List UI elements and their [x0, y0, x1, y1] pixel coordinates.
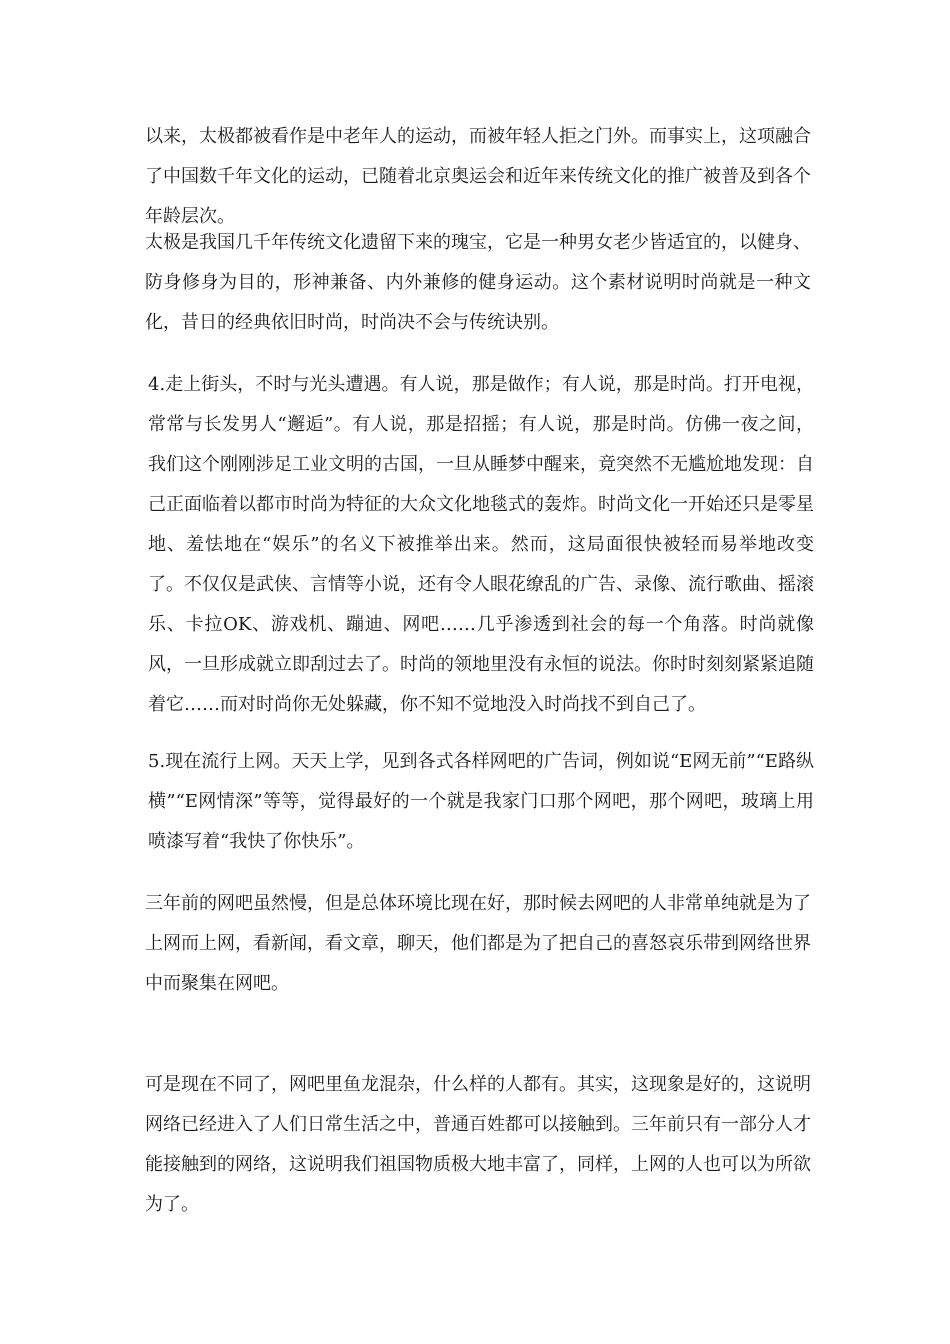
paragraph-taiji-intro: 以来，太极都被看作是中老年人的运动，而被年轻人拒之门外。而事实上，这项融合了中国数千年文化的运动，已随着北京奥运会和近年来传统文化的推广被普及到各个年龄层次。	[145, 126, 811, 227]
paragraph-item-4: 4.走上街头，不时与光头遭遇。有人说，那是做作；有人说，那是时尚。打开电视，常常与长发男人“邂逅”。有人说，那是招摇；有人说，那是时尚。仿佛一夜之间，我们这个刚刚涉足工业文明的古国，一旦从睡梦中醒来，竟突然不无尴尬地发现：自己正面临着以都市时尚为特征的大众文化地毯式的轰炸。时尚文化一开始还只是零星地、羞怯地在“娱乐”的名义下被推举出来。然而，这局面很快被轻而易举地改变了。不仅仅是武侠、言情等小说，还有令人眼花缭乱的广告、录像、流行歌曲、摇滚乐、卡拉OK、游戏机、蹦迪、网吧……几乎渗透到社会的每一个角落。时尚就像风，一旦形成就立即刮过去了。时尚的领地里没有永恒的说法。你时时刻刻紧紧追随着它……而对时尚你无处躲藏，你不知不觉地没入时尚找不到自己了。	[148, 374, 814, 715]
paragraph-taiji-treasure: 太极是我国几千年传统文化遗留下来的瑰宝，它是一种男女老少皆适宜的，以健身、防身修身为目的，形神兼备、内外兼修的健身运动。这个素材说明时尚就是一种文化，昔日的经典依旧时尚，时尚决不会与传统诀别。	[145, 232, 811, 333]
paragraph-internet-cafe-past: 三年前的网吧虽然慢，但是总体环境比现在好，那时候去网吧的人非常单纯就是为了上网而上网，看新闻，看文章，聊天，他们都是为了把自己的喜怒哀乐带到网络世界中而聚集在网吧。	[145, 893, 811, 994]
paragraph-item-5: 5.现在流行上网。天天上学，见到各式各样网吧的广告词，例如说“E网无前”“E路纵横”“E网情深”等等，觉得最好的一个就是我家门口那个网吧，那个网吧，玻璃上用喷漆写着“我快了你快乐”。	[148, 751, 814, 852]
paragraph-internet-cafe-now: 可是现在不同了，网吧里鱼龙混杂，什么样的人都有。其实，这现象是好的，这说明网络已经进入了人们日常生活之中，普通百姓都可以接触到。三年前只有一部分人才能接触到的网络，这说明我们祖国物质极大地丰富了，同样，上网的人也可以为所欲为了。	[145, 1074, 811, 1215]
